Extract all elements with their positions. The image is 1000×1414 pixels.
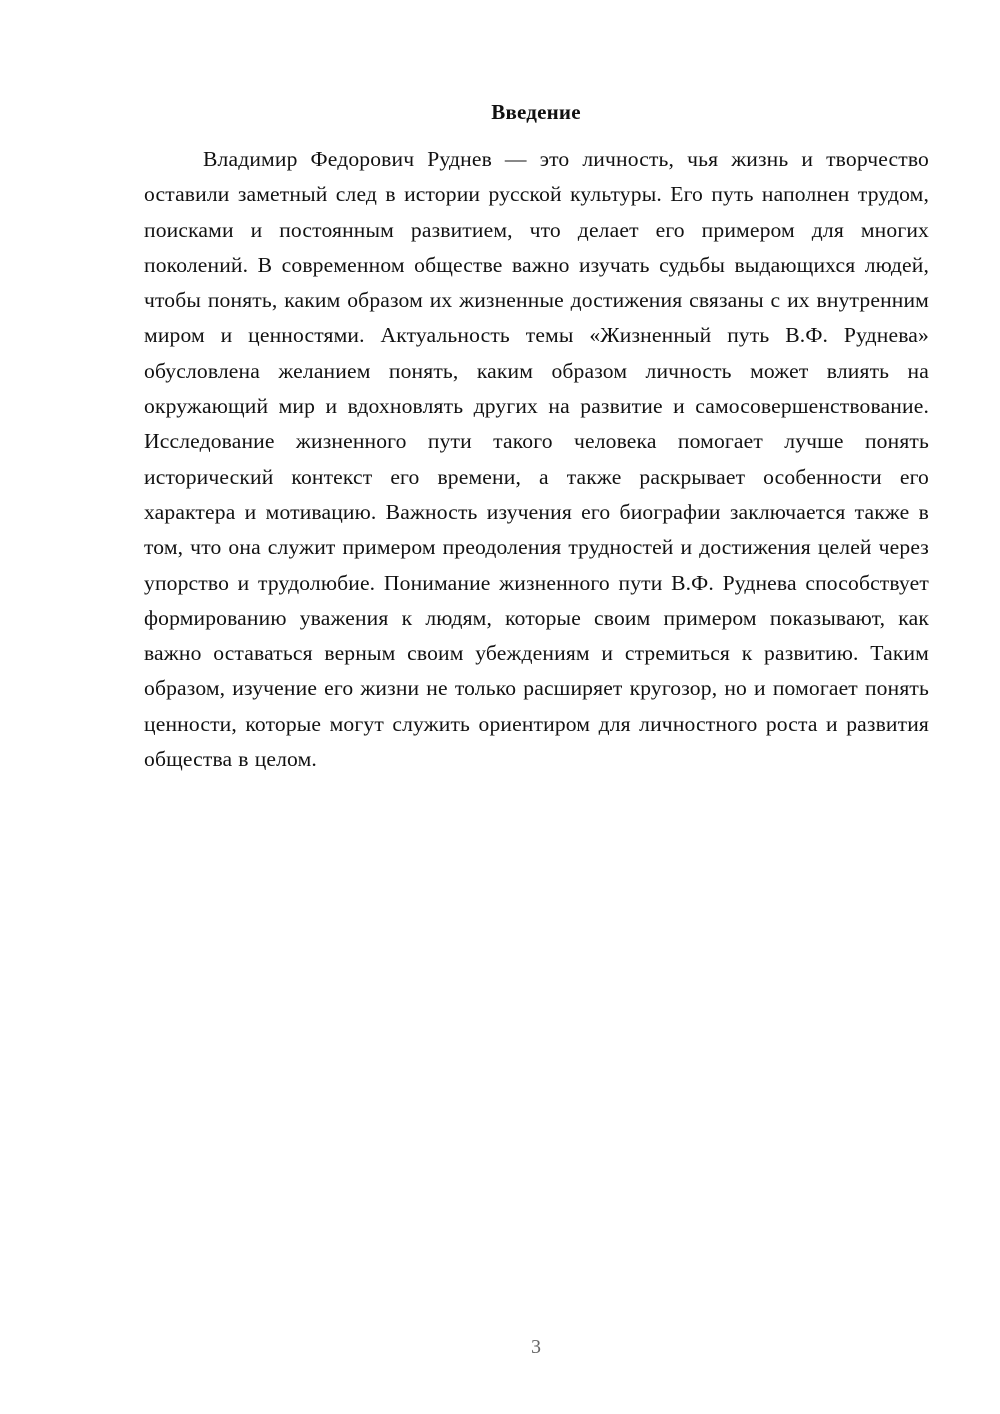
- page-number: 3: [531, 1336, 541, 1358]
- body-paragraph: Владимир Федорович Руднев — это личность, чья жизнь и творчество оставили заметный след в истории русской культуры. Его путь наполнен трудом, поисками и постоянным развитием, что делает его примером для многих поколений. В современном обществе важно изучать судьбы выдающихся людей, чтобы понять, каким образом их жизненные достижения связаны с их внутренним миром и ценностями. Актуальность темы «Жизненный путь В.Ф. Руднева» обусловлена желанием понять, каким образом личность может влиять на окружающий мир и вдохновлять других на развитие и самосовершенствование. Исследование жизненного пути такого человека помогает лучше понять исторический контекст его времени, а также раскрывает особенности его характера и мотивацию. Важность изучения его биографии заключается также в том, что она служит примером преодоления трудностей и достижения целей через упорство и трудолюбие. Понимание жизненного пути В.Ф. Руднева способствует формированию уважения к людям, которые своим примером показывают, как важно оставаться верным своим убеждениям и стремиться к развитию. Таким образом, изучение его жизни не только расширяет кругозор, но и помогает понять ценности, которые могут служить ориентиром для личностного роста и развития общества в целом.: [144, 147, 929, 772]
- section-heading: Введение: [491, 100, 581, 124]
